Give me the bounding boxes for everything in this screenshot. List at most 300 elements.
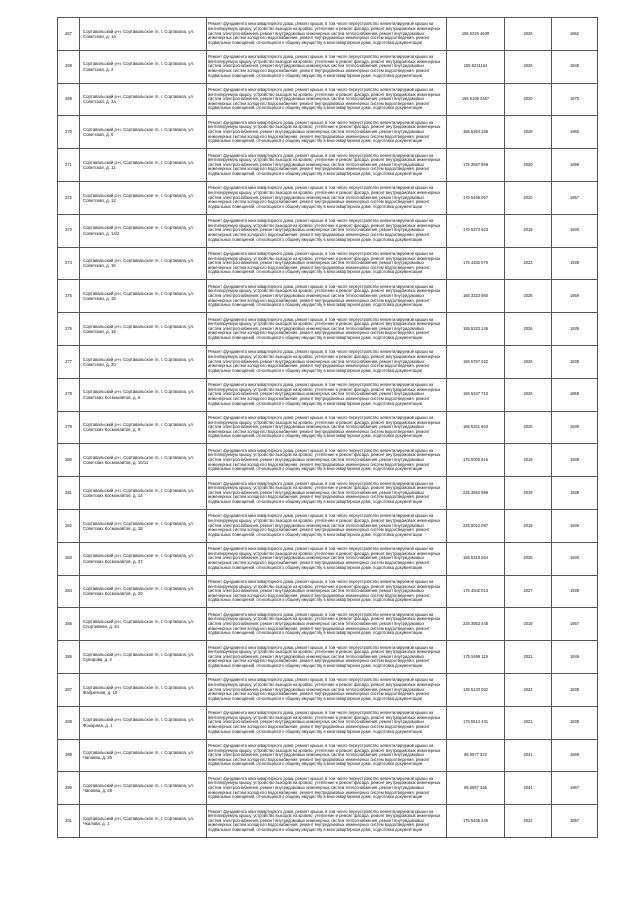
row-number-cell	[58, 378, 80, 411]
row-year-build-cell	[552, 149, 598, 182]
row-work-list-cell	[207, 542, 447, 575]
row-sum: 175 5499 119	[463, 653, 488, 659]
row-year-build: 1957	[569, 194, 580, 200]
row-number: 268	[65, 63, 72, 69]
row-work-list-cell	[207, 345, 447, 378]
row-work-list: Ремонт фундамента многоквартирного дома, ремонт крыши, в том числе переустройство невентилируемой крыши на вентилируемую крышу, устройство выходов на кровлю, утепление и ремонт фасада, ремонт внутридомовых инженерных систем электроснабжения, ремонт внутридомовых инженерных систем теплоснабжения, ремонт внутридомовых инженерных систем холодного водоснабжения, ремонт внутридомовых инженерных систем водоотведения, ремонт подвальных помещений, относящихся к общему имуществу в многоквартирном доме, подготовка документации	[208, 514, 441, 537]
row-year-work: 2019	[523, 522, 533, 528]
row-address: Сортавальский р-н, Сортавальское гп, г. Сортавала, ул. Чкалова, д. 1	[83, 815, 195, 827]
row-work-list: Ремонт фундамента многоквартирного дома, ремонт крыши, в том числе переустройство невентилируемой крыши на вентилируемую крышу, устройство выходов на кровлю, утепление и ремонт фасада, ремонт внутридомовых инженерных систем электроснабжения, ремонт внутридомовых инженерных систем теплоснабжения, ремонт внутридомовых инженерных систем холодного водоснабжения, ремонт внутридомовых инженерных систем водоотведения, ремонт подвальных помещений, относящихся к общему имуществу в многоквартирном доме, подготовка документации	[208, 481, 441, 504]
row-number: 278	[65, 391, 72, 397]
row-number-cell	[58, 444, 80, 477]
row-work-list: Ремонт фундамента многоквартирного дома, ремонт крыши, в том числе переустройство невентилируемой крыши на вентилируемую крышу, устройство выходов на кровлю, утепление и ремонт фасада, ремонт внутридомовых инженерных систем электроснабжения, ремонт внутридомовых инженерных систем теплоснабжения, ремонт внутридомовых инженерных систем холодного водоснабжения, ремонт внутридомовых инженерных систем водоотведения, ремонт подвальных помещений, относящихся к общему имуществу в многоквартирном доме, подготовка документации	[208, 415, 441, 439]
row-sum: 175 5435 246	[462, 817, 489, 823]
row-year-build: 1967	[569, 784, 580, 790]
row-address: Сортавальский р-н, Сортавальское гп, г. Сортавала, ул. Советская, д. 6	[83, 127, 195, 138]
row-number-cell	[58, 641, 80, 674]
row-number: 283	[65, 555, 72, 561]
row-address-cell	[80, 247, 207, 280]
row-year-build-cell	[552, 345, 598, 378]
row-sum-cell	[447, 673, 505, 706]
row-year-work: 2021	[523, 653, 533, 659]
row-address-cell	[80, 641, 207, 674]
row-number: 279	[65, 424, 72, 430]
row-number: 267	[65, 30, 72, 36]
row-number: 287	[65, 686, 72, 692]
row-year-build: 1930	[569, 555, 580, 561]
row-sum-cell	[447, 83, 505, 116]
row-address: Сортавальский р-н, Сортавальское гп, г. Сортавала, ул. Советская, д. 19	[83, 323, 195, 335]
row-sum-cell	[447, 149, 505, 182]
row-year-work: 2041	[523, 752, 533, 758]
row-number-cell	[58, 706, 80, 739]
row-work-list: Ремонт фундамента многоквартирного дома, ремонт крыши, в том числе переустройство невентилируемой крыши на вентилируемую крышу, устройство выходов на кровлю, утепление и ремонт фасада, ремонт внутридомовых инженерных систем электроснабжения, ремонт внутридомовых инженерных систем теплоснабжения, ремонт внутридомовых инженерных систем холодного водоснабжения, ремонт внутридомовых инженерных систем водоотведения, ремонт подвальных помещений, относящихся к общему имуществу в многоквартирном доме, подготовка документации	[208, 579, 441, 603]
row-work-list: Ремонт фундамента многоквартирного дома, ремонт крыши, в том числе переустройство невентилируемой крыши на вентилируемую крышу, устройство выходов на кровлю, утепление и ремонт фасада, ремонт внутридомовых инженерных систем электроснабжения, ремонт внутридомовых инженерных систем теплоснабжения, ремонт внутридомовых инженерных систем холодного водоснабжения, ремонт внутридомовых инженерных систем водоотведения, ремонт подвальных помещений, относящихся к общему имуществу в многоквартирном доме, подготовка документации	[208, 55, 441, 78]
row-address-cell	[80, 214, 207, 247]
row-year-build: 1939	[569, 686, 580, 692]
row-address-cell	[80, 181, 207, 214]
table-row	[58, 739, 598, 772]
row-number: 289	[65, 752, 72, 758]
row-work-list-cell	[207, 116, 447, 149]
row-year-build-cell	[552, 641, 598, 674]
row-number: 285	[65, 620, 72, 626]
row-sum-cell	[447, 247, 505, 280]
row-year-build-cell	[552, 116, 598, 149]
table-row	[58, 509, 598, 542]
row-number: 286	[65, 653, 72, 659]
row-year-build: 1930	[569, 227, 580, 233]
row-work-list-cell	[207, 739, 447, 772]
row-sum: 85 5577 322	[464, 752, 487, 758]
row-address: Сортавальский р-н, Сортавальское гп, г. Сортавала, ул. Советская, д. 3а	[83, 94, 195, 105]
row-year-work-cell	[505, 149, 552, 182]
row-work-list: Ремонт фундамента многоквартирного дома, ремонт крыши, в том числе переустройство невентилируемой крыши на вентилируемую крышу, устройство выходов на кровлю, утепление и ремонт фасада, ремонт внутридомовых инженерных систем электроснабжения, ремонт внутридомовых инженерных систем теплоснабжения, ремонт внутридомовых инженерных систем холодного водоснабжения, ремонт внутридомовых инженерных систем водоотведения, ремонт подвальных помещений, относящихся к общему имуществу в многоквартирном доме, подготовка документации	[208, 776, 441, 800]
row-address-cell	[80, 83, 207, 116]
row-year-work: 2019	[523, 489, 533, 495]
row-address-cell	[80, 411, 207, 444]
row-work-list-cell	[207, 280, 447, 313]
table-row	[58, 673, 598, 706]
table-row	[58, 411, 598, 444]
row-year-build: 1999	[569, 161, 580, 167]
row-address: Сортавальский р-н, Сортавальское гп, г. Сортавала, ул. Советских Космонавтов, д. 29	[83, 586, 195, 597]
table-row	[58, 444, 598, 477]
row-sum-cell	[447, 641, 505, 674]
row-sum: 155 8231164	[463, 63, 488, 69]
row-year-work: 2041	[523, 784, 533, 790]
row-year-work-cell	[505, 673, 552, 706]
row-number-cell	[58, 608, 80, 641]
row-work-list-cell	[207, 83, 447, 116]
row-sum: 175 5495 057	[462, 194, 489, 200]
row-address-cell	[80, 739, 207, 772]
row-number: 284	[65, 588, 72, 594]
row-number: 291	[65, 817, 72, 823]
row-sum: 155 5319 564	[462, 555, 489, 561]
row-address-cell	[80, 805, 207, 838]
row-sum: 155 5364 155	[462, 128, 489, 134]
table-row	[58, 149, 598, 182]
row-sum: 155 3323 560	[462, 292, 489, 298]
row-year-build-cell	[552, 214, 598, 247]
row-work-list: Ремонт фундамента многоквартирного дома, ремонт крыши, в том числе переустройство невентилируемой крыши на вентилируемую крышу, устройство выходов на кровлю, утепление и ремонт фасада, ремонт внутридомовых инженерных систем электроснабжения, ремонт внутридомовых инженерных систем теплоснабжения, ремонт внутридомовых инженерных систем холодного водоснабжения, ремонт внутридомовых инженерных систем водоотведения, ремонт подвальных помещений, относящихся к общему имуществу в многоквартирном доме, подготовка документации	[208, 284, 441, 308]
row-work-list: Ремонт фундамента многоквартирного дома, ремонт крыши, в том числе переустройство невентилируемой крыши на вентилируемую крышу, устройство выходов на кровлю, утепление и ремонт фасада, ремонт внутридомовых инженерных систем электроснабжения, ремонт внутридомовых инженерных систем теплоснабжения, ремонт внутридомовых инженерных систем холодного водоснабжения, ремонт внутридомовых инженерных систем водоотведения, ремонт подвальных помещений, относящихся к общему имуществу в многоквартирном доме, подготовка документации	[208, 153, 441, 176]
row-work-list-cell	[207, 477, 447, 510]
row-year-work: 2028	[523, 128, 533, 134]
row-address: Сортавальский р-н, Сортавальское гп, г. Сортавала, ул. Фонарная, д. 1	[83, 717, 195, 728]
row-year-work: 2020	[523, 161, 533, 167]
row-sum: 175 5373 923	[462, 227, 489, 233]
row-address: Сортавальский р-н, Сортавальское гп, г. Сортавала, ул. Советских Космонавтов, д. 10/11	[83, 455, 195, 466]
row-address-cell	[80, 608, 207, 641]
row-address-cell	[80, 542, 207, 575]
row-sum-cell	[447, 509, 505, 542]
row-address-cell	[80, 313, 207, 346]
row-year-work: 2019	[523, 227, 533, 233]
row-sum-cell	[447, 575, 505, 608]
row-sum-cell	[447, 477, 505, 510]
row-number: 270	[65, 128, 72, 134]
row-address: Сортавальский р-н, Сортавальское гп, г. Сортавала, ул. Суворова, д. 2	[83, 651, 195, 663]
row-year-work-cell	[505, 214, 552, 247]
row-year-build: 1957	[569, 817, 580, 823]
row-number: 273	[65, 227, 72, 233]
row-work-list: Ремонт фундамента многоквартирного дома, ремонт крыши, в том числе переустройство невентилируемой крыши на вентилируемую крышу, устройство выходов на кровлю, утепление и ремонт фасада, ремонт внутридомовых инженерных систем электроснабжения, ремонт внутридомовых инженерных систем теплоснабжения, ремонт внутридомовых инженерных систем холодного водоснабжения, ремонт внутридомовых инженерных систем водоотведения, ремонт подвальных помещений, относящихся к общему имуществу в многоквартирном доме, подготовка документации	[208, 317, 441, 340]
row-number: 280	[65, 456, 72, 462]
row-work-list-cell	[207, 149, 447, 182]
row-work-list: Ремонт фундамента многоквартирного дома, ремонт крыши, в том числе переустройство невентилируемой крыши на вентилируемую крышу, устройство выходов на кровлю, утепление и ремонт фасада, ремонт внутридомовых инженерных систем электроснабжения, ремонт внутридомовых инженерных систем теплоснабжения, ремонт внутридомовых инженерных систем холодного водоснабжения, ремонт внутридомовых инженерных систем водоотведения, ремонт подвальных помещений, относящихся к общему имуществу в многоквартирном доме, подготовка документации	[208, 678, 441, 701]
row-sum-cell	[447, 772, 505, 805]
row-address: Сортавальский р-н, Сортавальское гп, г. Сортавала, ул. Советских Космонавтов, д. 27	[83, 553, 195, 564]
row-address: Сортавальский р-н, Сортавальское гп, г. Сортавала, ул. Советская, д. 16	[83, 258, 195, 269]
row-sum-cell	[447, 608, 505, 641]
row-work-list: Ремонт фундамента многоквартирного дома, ремонт крыши, в том числе переустройство невентилируемой крыши на вентилируемую крышу, устройство выходов на кровлю, утепление и ремонт фасада, ремонт внутридомовых инженерных систем электроснабжения, ремонт внутридомовых инженерных систем теплоснабжения, ремонт внутридомовых инженерных систем холодного водоснабжения, ремонт внутридомовых инженерных систем водоотведения, ремонт подвальных помещений, относящихся к общему имуществу в многоквартирном доме, подготовка документации	[208, 743, 441, 767]
row-sum-cell	[447, 345, 505, 378]
table-row	[58, 542, 598, 575]
row-address: Сортавальский р-н, Сортавальское гп, г. Сортавала, ул. Советская, д. 12	[83, 192, 195, 203]
row-work-list-cell	[207, 673, 447, 706]
row-year-build-cell	[552, 477, 598, 510]
row-sum: 155 5341 863	[462, 424, 489, 430]
row-number: 272	[65, 194, 72, 200]
row-sum: 225 5012 087	[462, 522, 489, 528]
row-year-build-cell	[552, 772, 598, 805]
row-sum: 135 5133 062	[462, 686, 489, 692]
row-address: Сортавальский р-н, Сортавальское гп, г. Сортавала, ул. Чапаева, д. 28	[83, 783, 195, 794]
row-work-list: Ремонт фундамента многоквартирного дома, ремонт крыши, в том числе переустройство невентилируемой крыши на вентилируемую крышу, устройство выходов на кровлю, утепление и ремонт фасада, ремонт внутридомовых инженерных систем электроснабжения, ремонт внутридомовых инженерных систем теплоснабжения, ремонт внутридомовых инженерных систем холодного водоснабжения, ремонт внутридомовых инженерных систем водоотведения, ремонт подвальных помещений, относящихся к общему имуществу в многоквартирном доме, подготовка документации	[208, 448, 441, 472]
row-year-work: 2020	[523, 194, 533, 200]
row-year-build-cell	[552, 313, 598, 346]
row-number: 290	[65, 784, 72, 790]
row-work-list-cell	[207, 772, 447, 805]
row-year-build-cell	[552, 673, 598, 706]
row-work-list-cell	[207, 18, 447, 51]
row-year-work: 2019	[523, 620, 533, 626]
row-sum-cell	[447, 50, 505, 83]
table-row	[58, 181, 598, 214]
row-year-work: 2021	[523, 719, 533, 725]
row-year-work: 2022	[523, 686, 533, 692]
table-row	[58, 280, 598, 313]
row-year-work: 2027	[523, 588, 533, 594]
row-address: Сортавальский р-н, Сортавальское гп, г. Сортавала, ул. Советская, д. 18	[83, 291, 195, 302]
row-address-cell	[80, 50, 207, 83]
row-year-build-cell	[552, 18, 598, 51]
row-year-build: 1969	[569, 752, 580, 758]
row-sum: 175 3567 869	[462, 161, 489, 167]
row-year-work-cell	[505, 50, 552, 83]
row-work-list-cell	[207, 411, 447, 444]
row-address-cell	[80, 378, 207, 411]
row-address: Сортавальский р-н, Сортавальское гп, г. Сортавала, ул. Советских Космонавтов, д. 6	[83, 389, 195, 400]
row-sum: 175 5512 431	[462, 719, 489, 725]
row-year-work: 2026	[523, 325, 533, 331]
row-number-cell	[58, 83, 80, 116]
row-year-work-cell	[505, 313, 552, 346]
row-year-build: 1962	[569, 30, 580, 36]
table-row	[58, 575, 598, 608]
row-work-list-cell	[207, 641, 447, 674]
row-number-cell	[58, 772, 80, 805]
row-number: 288	[65, 719, 72, 725]
row-work-list-cell	[207, 214, 447, 247]
row-year-build-cell	[552, 280, 598, 313]
row-sum: 155 5105 3467	[461, 96, 490, 102]
row-number-cell	[58, 411, 80, 444]
row-number-cell	[58, 542, 80, 575]
row-address-cell	[80, 509, 207, 542]
row-sum: 175 4482 076	[462, 260, 489, 266]
row-year-build: 1959	[569, 391, 580, 397]
row-work-list: Ремонт фундамента многоквартирного дома, ремонт крыши, в том числе переустройство невентилируемой крыши на вентилируемую крышу, устройство выходов на кровлю, утепление и ремонт фасада, ремонт внутридомовых инженерных систем электроснабжения, ремонт внутридомовых инженерных систем теплоснабжения, ремонт внутридомовых инженерных систем холодного водоснабжения, ремонт внутридомовых инженерных систем водоотведения, ремонт подвальных помещений, относящихся к общему имуществу в многоквартирном доме, подготовка документации	[208, 809, 441, 832]
row-address: Сортавальский р-н, Сортавальское гп, г. Сортавала, ул. Советская, д. 2	[83, 61, 195, 72]
row-address-cell	[80, 280, 207, 313]
table-row	[58, 83, 598, 116]
row-year-work: 2026	[523, 391, 533, 397]
row-year-build: 1939	[569, 588, 580, 594]
row-year-work-cell	[505, 706, 552, 739]
row-sum: 175 4842 013	[462, 588, 489, 594]
row-year-build-cell	[552, 739, 598, 772]
row-number: 282	[65, 522, 72, 528]
row-year-build: 1948	[569, 63, 580, 69]
row-year-work: 2026	[523, 63, 533, 69]
row-year-work-cell	[505, 280, 552, 313]
row-year-build: 1939	[569, 489, 580, 495]
row-address: Сортавальский р-н, Сортавальское гп, г. Сортавала, ул. Советских Космонавтов, д. 18	[83, 520, 195, 531]
row-year-work-cell	[505, 509, 552, 542]
row-year-work: 2025	[523, 555, 533, 561]
row-work-list: Ремонт фундамента многоквартирного дома, ремонт крыши, в том числе переустройство невентилируемой крыши на вентилируемую крышу, устройство выходов на кровлю, утепление и ремонт фасада, ремонт внутридомовых инженерных систем электроснабжения, ремонт внутридомовых инженерных систем теплоснабжения, ремонт внутридомовых инженерных систем холодного водоснабжения, ремонт внутридомовых инженерных систем водоотведения, ремонт подвальных помещений, относящихся к общему имуществу в многоквартирном доме, подготовка документации	[208, 120, 441, 144]
row-work-list: Ремонт фундамента многоквартирного дома, ремонт крыши, в том числе переустройство невентилируемой крыши на вентилируемую крышу, устройство выходов на кровлю, утепление и ремонт фасада, ремонт внутридомовых инженерных систем электроснабжения, ремонт внутридомовых инженерных систем теплоснабжения, ремонт внутридомовых инженерных систем холодного водоснабжения, ремонт внутридомовых инженерных систем водоотведения, ремонт подвальных помещений, относящихся к общему имуществу в многоквартирном доме, подготовка документации	[208, 612, 441, 636]
row-sum-cell	[447, 214, 505, 247]
row-sum: 225 3862 999	[462, 489, 489, 495]
table-row	[58, 608, 598, 641]
row-year-build-cell	[552, 575, 598, 608]
row-year-work-cell	[505, 181, 552, 214]
row-work-list-cell	[207, 444, 447, 477]
row-sum-cell	[447, 116, 505, 149]
table-row	[58, 345, 598, 378]
row-sum-cell	[447, 805, 505, 838]
row-number-cell	[58, 673, 80, 706]
row-work-list-cell	[207, 181, 447, 214]
row-address: Сортавальский р-н, Сортавальское гп, г. Сортавала, ул. Чапаева, д. 26	[83, 750, 195, 761]
table-row	[58, 772, 598, 805]
row-year-build: 1946	[569, 653, 580, 659]
row-sum-cell	[447, 542, 505, 575]
row-address-cell	[80, 345, 207, 378]
row-work-list-cell	[207, 378, 447, 411]
row-sum-cell	[447, 378, 505, 411]
row-address-cell	[80, 575, 207, 608]
row-work-list: Ремонт фундамента многоквартирного дома, ремонт крыши, в том числе переустройство невентилируемой крыши на вентилируемую крышу, устройство выходов на кровлю, утепление и ремонт фасада, ремонт внутридомовых инженерных систем электроснабжения, ремонт внутридомовых инженерных систем теплоснабжения, ремонт внутридомовых инженерных систем холодного водоснабжения, ремонт внутридомовых инженерных систем водоотведения, ремонт подвальных помещений, относящихся к общему имуществу в многоквартирном доме, подготовка документации	[208, 383, 441, 406]
row-year-build-cell	[552, 378, 598, 411]
row-work-list: Ремонт фундамента многоквартирного дома, ремонт крыши, в том числе переустройство невентилируемой крыши на вентилируемую крышу, устройство выходов на кровлю, утепление и ремонт фасада, ремонт внутридомовых инженерных систем электроснабжения, ремонт внутридомовых инженерных систем теплоснабжения, ремонт внутридомовых инженерных систем холодного водоснабжения, ремонт внутридомовых инженерных систем водоотведения, ремонт подвальных помещений, относящихся к общему имуществу в многоквартирном доме, подготовка документации	[208, 88, 441, 111]
row-year-build: 1957	[569, 620, 580, 626]
table-row	[58, 247, 598, 280]
row-address: Сортавальский р-н, Сортавальское гп, г. Сортавала, ул. Советская, д. 14/2	[83, 225, 195, 236]
row-sum-cell	[447, 18, 505, 51]
row-number-cell	[58, 739, 80, 772]
row-address-cell	[80, 477, 207, 510]
row-year-build: 1939	[569, 522, 580, 528]
table-row	[58, 805, 598, 838]
row-address: Сортавальский р-н, Сортавальское гп, г. Сортавала, ул. Спортивная, д. 34	[83, 619, 195, 630]
row-number-cell	[58, 214, 80, 247]
row-work-list: Ремонт фундамента многоквартирного дома, ремонт крыши, в том числе переустройство невентилируемой крыши на вентилируемую крышу, устройство выходов на кровлю, утепление и ремонт фасада, ремонт внутридомовых инженерных систем электроснабжения, ремонт внутридомовых инженерных систем теплоснабжения, ремонт внутридомовых инженерных систем холодного водоснабжения, ремонт внутридомовых инженерных систем водоотведения, ремонт подвальных помещений, относящихся к общему имуществу в многоквартирном доме, подготовка документации	[208, 711, 441, 734]
row-number: 271	[65, 161, 72, 167]
row-year-build: 1939	[569, 358, 580, 364]
row-address: Сортавальский р-н, Сортавальское гп, г. Сортавала, ул. Советская, д. 11	[83, 159, 195, 171]
row-year-work: 2022	[523, 260, 533, 266]
row-year-work: 2020	[523, 96, 533, 102]
row-year-work-cell	[505, 542, 552, 575]
row-number: 269	[65, 96, 72, 102]
document-page	[57, 17, 597, 838]
table-row	[58, 18, 598, 51]
row-sum: 225 3953 448	[462, 620, 489, 626]
row-number-cell	[58, 181, 80, 214]
row-number-cell	[58, 116, 80, 149]
row-number: 276	[65, 325, 72, 331]
table-row	[58, 116, 598, 149]
row-number: 281	[65, 489, 72, 495]
row-number-cell	[58, 149, 80, 182]
row-sum-cell	[447, 444, 505, 477]
row-number-cell	[58, 575, 80, 608]
row-number-cell	[58, 313, 80, 346]
row-number: 275	[65, 292, 72, 298]
row-number-cell	[58, 509, 80, 542]
row-year-build: 1939	[569, 719, 580, 725]
row-address-cell	[80, 444, 207, 477]
row-year-work-cell	[505, 411, 552, 444]
row-number-cell	[58, 18, 80, 51]
row-work-list: Ремонт фундамента многоквартирного дома, ремонт крыши, в том числе переустройство невентилируемой крыши на вентилируемую крышу, устройство выходов на кровлю, утепление и ремонт фасада, ремонт внутридомовых инженерных систем электроснабжения, ремонт внутридомовых инженерных систем теплоснабжения, ремонт внутридомовых инженерных систем холодного водоснабжения, ремонт внутридомовых инженерных систем водоотведения, ремонт подвальных помещений, относящихся к общему имуществу в многоквартирном доме, подготовка документации	[208, 219, 441, 242]
row-year-build-cell	[552, 509, 598, 542]
row-work-list-cell	[207, 247, 447, 280]
row-work-list: Ремонт фундамента многоквартирного дома, ремонт крыши, в том числе переустройство невентилируемой крыши на вентилируемую крышу, устройство выходов на кровлю, утепление и ремонт фасада, ремонт внутридомовых инженерных систем электроснабжения, ремонт внутридомовых инженерных систем теплоснабжения, ремонт внутридомовых инженерных систем холодного водоснабжения, ремонт внутридомовых инженерных систем водоотведения, ремонт подвальных помещений, относящихся к общему имуществу в многоквартирном доме, подготовка документации	[208, 22, 441, 45]
row-year-build: 1939	[569, 456, 580, 462]
row-work-list-cell	[207, 706, 447, 739]
row-sum-cell	[447, 411, 505, 444]
row-year-work-cell	[505, 641, 552, 674]
row-address-cell	[80, 18, 207, 51]
row-year-work: 2026	[523, 30, 533, 36]
row-work-list-cell	[207, 805, 447, 838]
row-year-build: 1939	[569, 424, 580, 430]
row-work-list: Ремонт фундамента многоквартирного дома, ремонт крыши, в том числе переустройство невентилируемой крыши на вентилируемую крышу, устройство выходов на кровлю, утепление и ремонт фасада, ремонт внутридомовых инженерных систем электроснабжения, ремонт внутридомовых инженерных систем теплоснабжения, ремонт внутридомовых инженерных систем холодного водоснабжения, ремонт внутридомовых инженерных систем водоотведения, ремонт подвальных помещений, относящихся к общему имуществу в многоквартирном доме, подготовка документации	[208, 645, 441, 668]
row-work-list-cell	[207, 509, 447, 542]
row-address: Сортавальский р-н, Сортавальское гп, г. Сортавала, ул. Советских Космонавтов, д. 9	[83, 422, 195, 433]
row-year-work-cell	[505, 772, 552, 805]
row-address-cell	[80, 772, 207, 805]
table-row	[58, 706, 598, 739]
row-sum-cell	[447, 280, 505, 313]
row-year-build: 1959	[569, 292, 580, 298]
row-work-list-cell	[207, 575, 447, 608]
row-year-work-cell	[505, 739, 552, 772]
row-year-work-cell	[505, 608, 552, 641]
row-sum: 155 5226 4638	[461, 30, 490, 36]
row-sum: 155 5323 146	[462, 325, 489, 331]
row-number-cell	[58, 50, 80, 83]
row-address-cell	[80, 673, 207, 706]
row-address-cell	[80, 149, 207, 182]
row-year-work-cell	[505, 247, 552, 280]
row-year-work: 2022	[523, 817, 533, 823]
table-row	[58, 641, 598, 674]
row-address: Сортавальский р-н, Сортавальское гп, г. Сортавала, ул. Советских Космонавтов, д. 14	[83, 487, 195, 499]
row-address: Сортавальский р-н, Сортавальское гп, г. Сортавала, ул. Советская, д. 20	[83, 356, 195, 367]
row-year-build: 1939	[569, 325, 580, 331]
row-address: Сортавальский р-н, Сортавальское гп, г. Сортавала, ул. Советская, д. 1а	[83, 28, 195, 39]
row-year-work-cell	[505, 18, 552, 51]
row-year-work-cell	[505, 345, 552, 378]
row-year-work-cell	[505, 477, 552, 510]
row-sum: 85 5567 346	[464, 784, 487, 790]
row-number-cell	[58, 247, 80, 280]
row-year-build-cell	[552, 805, 598, 838]
row-sum: 155 5347 710	[462, 391, 489, 397]
row-year-work-cell	[505, 444, 552, 477]
capital-repair-table	[57, 17, 598, 838]
row-sum-cell	[447, 706, 505, 739]
row-year-work-cell	[505, 805, 552, 838]
table-row	[58, 214, 598, 247]
row-number: 277	[65, 358, 72, 364]
row-year-build-cell	[552, 608, 598, 641]
row-year-work-cell	[505, 83, 552, 116]
row-work-list: Ремонт фундамента многоквартирного дома, ремонт крыши, в том числе переустройство невентилируемой крыши на вентилируемую крышу, устройство выходов на кровлю, утепление и ремонт фасада, ремонт внутридомовых инженерных систем электроснабжения, ремонт внутридомовых инженерных систем теплоснабжения, ремонт внутридомовых инженерных систем холодного водоснабжения, ремонт внутридомовых инженерных систем водоотведения, ремонт подвальных помещений, относящихся к общему имуществу в многоквартирном доме, подготовка документации	[208, 547, 441, 570]
row-work-list-cell	[207, 608, 447, 641]
row-sum-cell	[447, 181, 505, 214]
row-work-list-cell	[207, 50, 447, 83]
row-number-cell	[58, 345, 80, 378]
table-row	[58, 313, 598, 346]
row-sum-cell	[447, 313, 505, 346]
row-year-build-cell	[552, 50, 598, 83]
row-year-work-cell	[505, 378, 552, 411]
row-year-build-cell	[552, 444, 598, 477]
table-row	[58, 50, 598, 83]
table-body	[58, 18, 598, 838]
row-year-build-cell	[552, 83, 598, 116]
row-year-work: 2019	[523, 456, 533, 462]
row-work-list: Ремонт фундамента многоквартирного дома, ремонт крыши, в том числе переустройство невентилируемой крыши на вентилируемую крышу, устройство выходов на кровлю, утепление и ремонт фасада, ремонт внутридомовых инженерных систем электроснабжения, ремонт внутридомовых инженерных систем теплоснабжения, ремонт внутридомовых инженерных систем холодного водоснабжения, ремонт внутридомовых инженерных систем водоотведения, ремонт подвальных помещений, относящихся к общему имуществу в многоквартирном доме, подготовка документации	[208, 251, 441, 275]
